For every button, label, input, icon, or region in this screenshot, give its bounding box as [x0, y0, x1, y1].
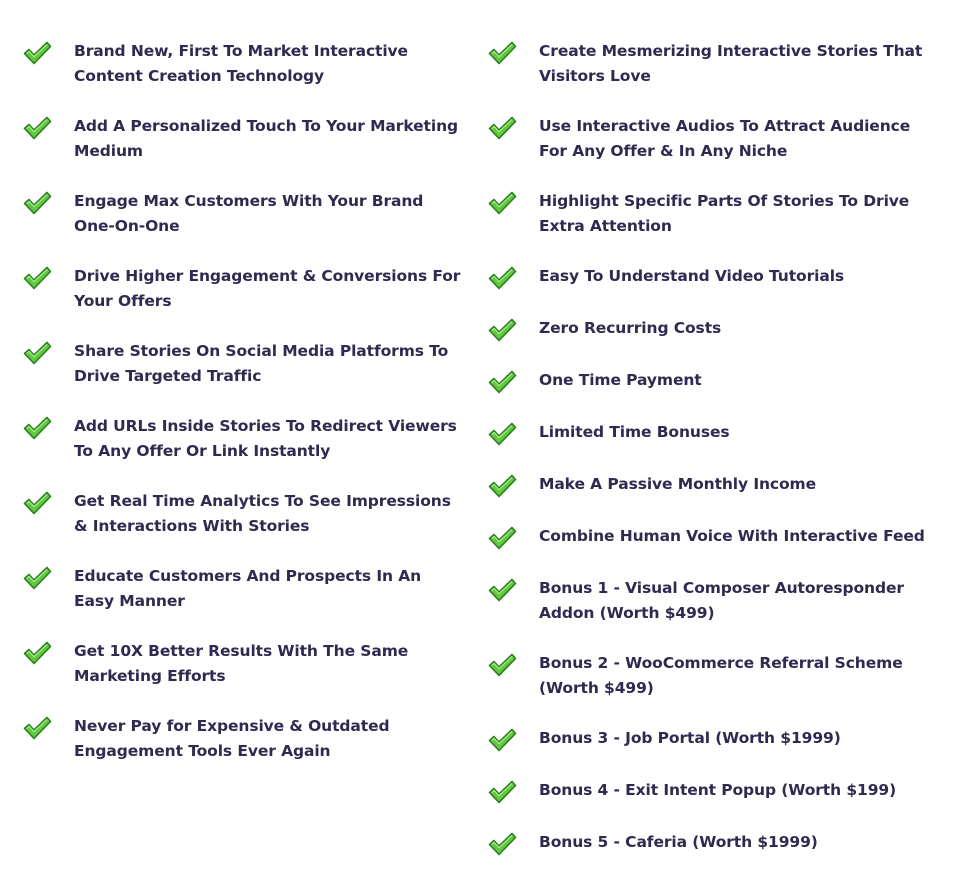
feature-text: Highlight Specific Parts Of Stories To Drive Extra Attention [539, 192, 910, 235]
check-mark-icon [487, 317, 517, 343]
check-mark-icon [22, 340, 52, 366]
check-mark-icon [487, 265, 517, 291]
feature-text: Easy To Understand Video Tutorials [539, 267, 845, 285]
check-mark-icon [487, 779, 517, 805]
feature-text: Brand New, First To Market Interactive Content Creation Technology [74, 42, 408, 85]
feature-item [487, 420, 937, 447]
check-mark-icon [22, 115, 52, 141]
feature-item [22, 714, 462, 764]
feature-text: Create Mesmerizing Interactive Stories That Visitors Love [539, 42, 923, 85]
feature-item [487, 576, 937, 626]
check-mark-icon [487, 421, 517, 447]
check-mark-icon [487, 40, 517, 66]
feature-item [487, 316, 937, 343]
feature-text: Share Stories On Social Media Platforms To Drive Targeted Traffic [74, 342, 449, 385]
feature-item [22, 264, 462, 314]
check-mark-icon [487, 115, 517, 141]
check-mark-icon [22, 415, 52, 441]
feature-item [487, 39, 937, 89]
feature-item [22, 189, 462, 239]
check-mark-icon [487, 473, 517, 499]
feature-text: Add A Personalized Touch To Your Marketing Medium [74, 117, 458, 160]
check-mark-icon [487, 652, 517, 678]
feature-item [487, 778, 937, 805]
check-mark-icon [487, 525, 517, 551]
feature-item [22, 39, 462, 89]
feature-item [487, 114, 937, 164]
left-feature-list [22, 39, 462, 789]
feature-item [487, 726, 937, 753]
feature-item [22, 414, 462, 464]
feature-text: Educate Customers And Prospects In An Easy Manner [74, 567, 422, 610]
feature-text: Get Real Time Analytics To See Impressions & Interactions With Stories [74, 492, 451, 535]
feature-item [487, 830, 937, 857]
check-mark-icon [22, 265, 52, 291]
feature-text: Bonus 1 - Visual Composer Autoresponder Addon (Worth $499) [539, 579, 904, 622]
feature-text: Make A Passive Monthly Income [539, 475, 817, 493]
feature-text: Limited Time Bonuses [539, 423, 730, 441]
check-mark-icon [22, 190, 52, 216]
feature-item [22, 114, 462, 164]
feature-text: Get 10X Better Results With The Same Marketing Efforts [74, 642, 409, 685]
check-mark-icon [22, 640, 52, 666]
feature-item [22, 339, 462, 389]
feature-text: Zero Recurring Costs [539, 319, 722, 337]
feature-text: Bonus 3 - Job Portal (Worth $1999) [539, 729, 841, 747]
feature-item [487, 189, 937, 239]
check-mark-icon [487, 369, 517, 395]
feature-item [487, 264, 937, 291]
check-mark-icon [487, 831, 517, 857]
feature-text: Add URLs Inside Stories To Redirect Viewers To Any Offer Or Link Instantly [74, 417, 457, 460]
feature-item [487, 368, 937, 395]
feature-text: Engage Max Customers With Your Brand One-On-One [74, 192, 424, 235]
right-feature-list [487, 39, 937, 882]
feature-text: Combine Human Voice With Interactive Feed [539, 527, 925, 545]
feature-text: Bonus 2 - WooCommerce Referral Scheme (Worth $499) [539, 654, 903, 697]
feature-item [22, 564, 462, 614]
feature-text: One Time Payment [539, 371, 702, 389]
check-mark-icon [487, 577, 517, 603]
check-mark-icon [22, 565, 52, 591]
feature-item [22, 489, 462, 539]
feature-text: Drive Higher Engagement & Conversions For Your Offers [74, 267, 461, 310]
check-mark-icon [22, 715, 52, 741]
feature-text: Bonus 4 - Exit Intent Popup (Worth $199) [539, 781, 897, 799]
check-mark-icon [487, 190, 517, 216]
feature-item [487, 524, 937, 551]
feature-item [487, 651, 937, 701]
feature-text: Bonus 5 - Caferia (Worth $1999) [539, 833, 818, 851]
check-mark-icon [487, 727, 517, 753]
feature-text: Use Interactive Audios To Attract Audience For Any Offer & In Any Niche [539, 117, 911, 160]
feature-item [487, 472, 937, 499]
check-mark-icon [22, 490, 52, 516]
feature-text: Never Pay for Expensive & Outdated Engagement Tools Ever Again [74, 717, 390, 760]
feature-item [22, 639, 462, 689]
check-mark-icon [22, 40, 52, 66]
